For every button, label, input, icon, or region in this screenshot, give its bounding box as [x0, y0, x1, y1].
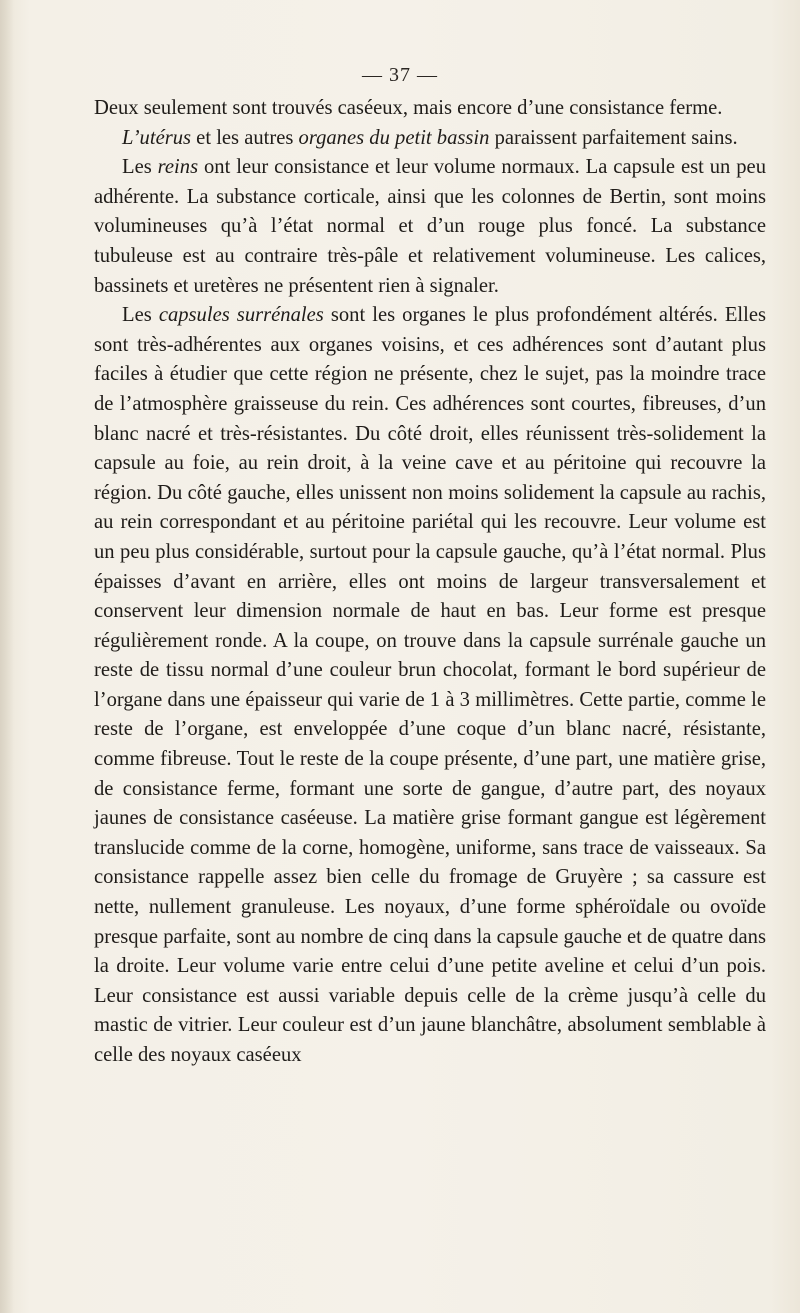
- italic-term-petit-bassin: organes du petit bassin: [298, 126, 490, 149]
- body-text: [94, 94, 766, 1071]
- italic-term-capsules-surrenales: capsules surrénales: [158, 304, 324, 327]
- text-segment: ont leur consistance et leur volume normaux. La capsule est un peu adhérente. La substance corticale, ainsi que les colonnes de Bertin, sont moins volumineuses qu’à l’état normal et d’un rouge plus foncé. La substance tubuleuse est au contraire très-pâle et relativement volumineuse. Les calices, bassinets et uretères ne présentent rien à signaler.: [94, 156, 766, 297]
- text-segment: Les: [122, 156, 158, 179]
- page-gutter-shadow: [0, 0, 14, 1313]
- page-number: — 37 —: [362, 64, 438, 86]
- text-segment: sont les organes le plus profondément altérés. Elles sont très-adhérentes aux organes voisins, et ces adhérences sont d’autant plus faciles à étudier que cette région ne présente, chez le sujet, pas la moindre trace de l’atmosphère graisseuse du rein. Ces adhérences sont courtes, fibreuses, d’un blanc nacré et très-résistantes. Du côté droit, elles réunissent très-solidement la capsule au foie, au rein droit, à la veine cave et au péritoine qui recouvre la région. Du côté gauche, elles unissent non moins solidement la capsule au rachis, au rein correspondant et au péritoine pariétal qui les recouvre. Leur volume est un peu plus considérable, surtout pour la capsule gauche, qu’à l’état normal. Plus épaisses d’avant en arrière, elles ont moins de largeur transversalement et conservent leur dimension normale de haut en bas. Leur forme est presque régulièrement ronde. A la coupe, on trouve dans la capsule surrénale gauche un reste de tissu normal d’une couleur brun chocolat, formant le bord supérieur de l’organe dans une épaisseur qui varie de 1 à 3 millimètres. Cette partie, comme le reste de l’organe, est enveloppée d’une coque d’un blanc nacré, résistante, comme fibreuse. Tout le reste de la coupe présente, d’une part, une matière grise, de consistance ferme, formant une sorte de gangue, d’autre part, des noyaux jaunes de consistance caséeuse. La matière grise formant gangue est légèrement translucide comme de la corne, homogène, uniforme, sans trace de vaisseaux. Sa consistance rappelle assez bien celle du fromage de Gruyère ; sa cassure est nette, nullement granuleuse. Les noyaux, d’une forme sphéroïdale ou ovoïde presque parfaite, sont au nombre de cinq dans la capsule gauche et de quatre dans la droite. Leur volume varie entre celui d’une petite aveline et celui d’un pois. Leur consistance est aussi variable depuis celle de la crème jusqu’à celle du mastic de vitrier. Leur couleur est d’un jaune blanchâtre, absolument semblable à celle des noyaux caséeux: [94, 304, 766, 1066]
- paragraph-uterus: [94, 124, 766, 154]
- paragraph-continuation: [94, 94, 766, 124]
- italic-term-uterus: L’utérus: [122, 126, 192, 149]
- italic-term-reins: reins: [157, 156, 199, 179]
- text-segment: paraissent parfaitement sains.: [489, 126, 738, 149]
- paragraph-reins: [94, 153, 766, 301]
- text-segment: et les autres: [191, 126, 299, 149]
- text-segment: Deux seulement sont trouvés caséeux, mais encore d’une consistance ferme.: [94, 97, 723, 119]
- text-segment: Les: [122, 304, 159, 327]
- paragraph-capsules: [94, 301, 766, 1070]
